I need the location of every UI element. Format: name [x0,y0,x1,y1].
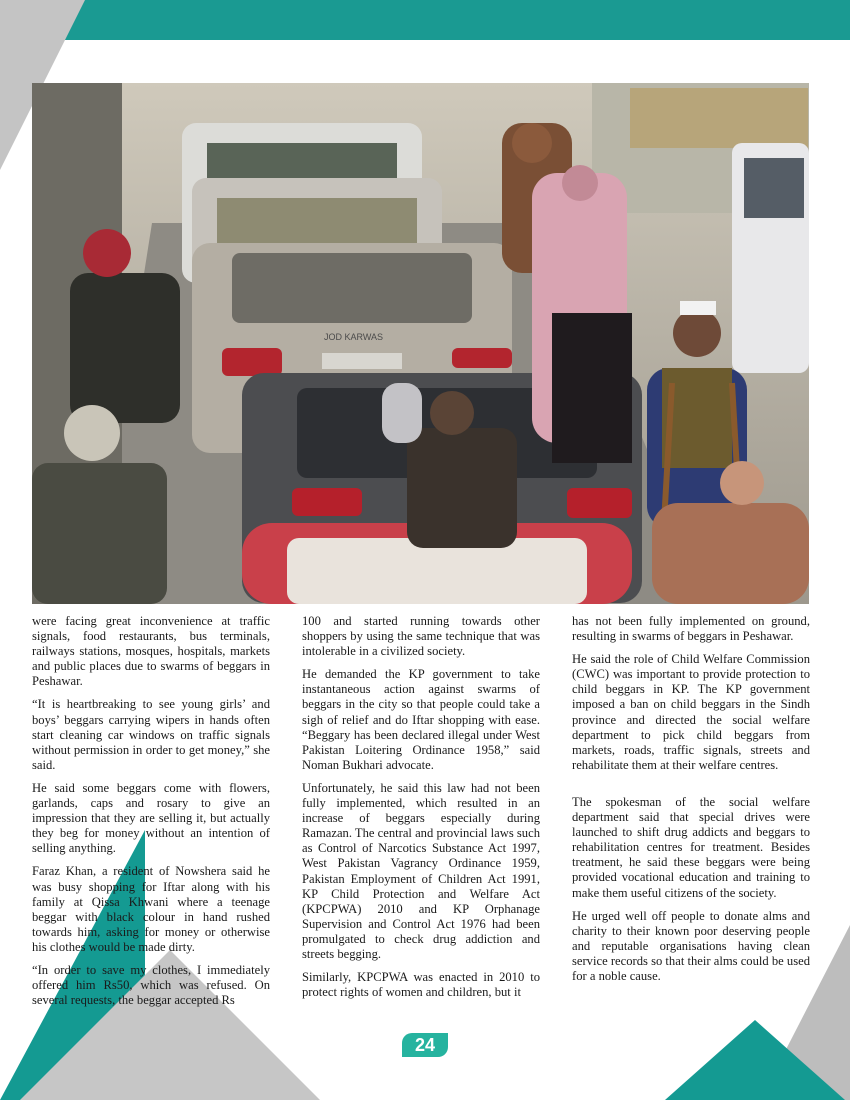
article-column-3 [572,614,810,992]
paragraph: He demanded the KP government to take instantaneous action against swarms of beggars in the city so that people could take a sigh of relief and do Iftar shopping with ease. “Beggary has been declared illegal under West Pakistan Loitering Ordinance 1958,” said Noman Bukhari advocate. [302,667,540,772]
paragraph: He said some beggars come with flowers, garlands, caps and rosary to give an impression that they are selling it, but actually they beg for money without an intention of selling anything. [32,780,270,856]
paragraph: Faraz Khan, a resident of Nowshera said he was busy shopping for Iftar along with his family at Qissa Khwani where a teenage beggar with black colour in hand rushed towards him, asking for money or otherwise his clothes would be made dirty. [32,864,270,954]
top-accent-band [0,0,850,40]
page-number-badge: 24 [402,1033,448,1057]
street-beggars-photo [32,83,809,604]
paragraph: has not been fully implemented on ground, resulting in swarms of beggars in Peshawar. [572,614,810,644]
paragraph: “In order to save my clothes, I immediately offered him Rs50, which was refused. On several requests, the beggar accepted Rs [32,962,270,1008]
paragraph-spacer [572,781,810,795]
paragraph: He urged well off people to donate alms and charity to their known poor deserving people and reputable organisations having clean service records so that their alms could be used for a noble cause. [572,908,810,983]
paragraph: 100 and started running towards other shoppers by using the same technique that was intolerable in a civilized society. [302,614,540,659]
paragraph: Similarly, KPCPWA was enacted in 2010 to protect rights of women and children, but it [302,970,540,1000]
car-plate-text: JOD KARWAS [324,332,384,342]
paragraph: “It is heartbreaking to see young girls’ and boys’ beggars carrying wipers in hands often start cleaning car windows on traffic signals without permission in order to get money,” she said. [32,697,270,772]
bottom-right-teal-triangle [665,1020,845,1100]
article-column-2 [302,614,540,1008]
paragraph: He said the role of Child Welfare Commission (CWC) was important to provide protection to child beggars in KP. The KP government imposed a ban on child beggars in the Sindh province and directed the social welfare department to pick child beggars from markets, roads, traffic signals, streets and rehabilitate them at their welfare centres. [572,652,810,772]
paragraph: were facing great inconvenience at traffic signals, food restaurants, bus terminals, railways stations, mosques, hospitals, markets and public places due to swarms of beggars in Peshawar. [32,614,270,689]
article-column-1 [32,614,270,1016]
paragraph: Unfortunately, he said this law had not been fully implemented, which resulted in an increase of beggars especially during Ramazan. The central and provincial laws such as Control of Narcotics Substance Act 1997, West Pakistan Vagrancy Ordinance 1959, Pakistan Employment of Children Act 1991, KP Child Protection and Welfare Act (KPCPWA) 2010 and KP Orphanage Supervision and Control Act 1976 had been promulgated to check drug addiction and streets begging. [302,780,540,961]
paragraph: The spokesman of the social welfare department said that special drives were launched to shift drug addicts and beggars to rehabilitation centres for treatment. Besides treatment, he said these beggars were being provided vocational education and training to make them useful citizens of the society. [572,794,810,900]
